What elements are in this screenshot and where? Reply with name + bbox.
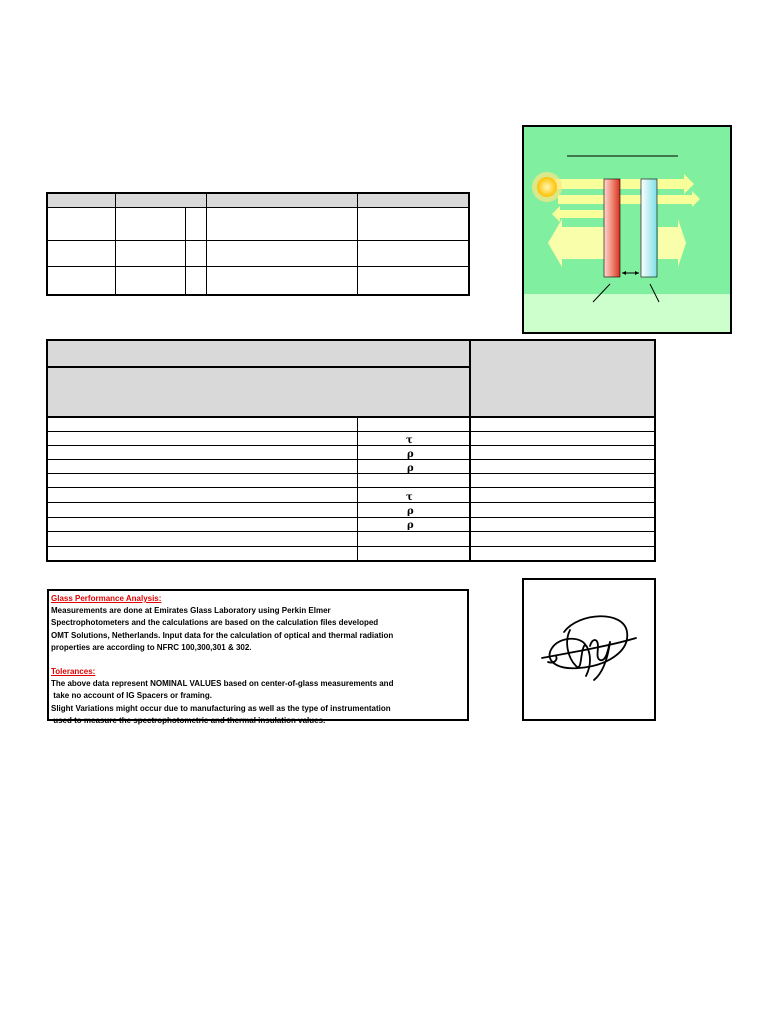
symbol-rho-2: ρ bbox=[407, 463, 414, 474]
symbol-rho-3: ρ bbox=[407, 506, 414, 517]
outer-glass-pane bbox=[604, 179, 620, 277]
symbol-tau-2: τ bbox=[406, 492, 413, 503]
symbol-rho-4: ρ bbox=[407, 520, 414, 531]
analysis-line: Measurements are done at Emirates Glass Laboratory using Perkin Elmer bbox=[51, 606, 331, 616]
diagram-bottom-band bbox=[524, 294, 730, 332]
cavity-dimension-arrow bbox=[622, 271, 639, 275]
handwritten-signature bbox=[524, 580, 654, 719]
sun-icon bbox=[532, 172, 562, 202]
tolerances-heading: Tolerances: bbox=[51, 667, 96, 677]
performance-table-border bbox=[46, 339, 656, 562]
tolerance-line: The above data represent NOMINAL VALUES based on center-of-glass measurements and bbox=[51, 679, 394, 689]
tolerance-line: Slight Variations might occur due to manufacturing as well as the type of instrumentation bbox=[51, 703, 391, 713]
analysis-line: properties are according to NFRC 100,300,301 & 302. bbox=[51, 642, 252, 652]
signature-box bbox=[522, 578, 656, 721]
analysis-line: Spectrophotometers and the calculations are based on the calculation files developed bbox=[51, 618, 379, 628]
analysis-heading: Glass Performance Analysis: bbox=[51, 594, 162, 603]
inner-glass-pane bbox=[641, 179, 657, 277]
symbol-tau-1: τ bbox=[406, 435, 413, 446]
tolerance-line: used to measure the spectrophotometric and thermal insulation values. bbox=[51, 715, 326, 725]
glass-unit-diagram bbox=[522, 125, 732, 334]
analysis-line: OMT Solutions, Netherlands. Input data for the calculation of optical and thermal radiation bbox=[51, 630, 394, 640]
solar-ray-arrows bbox=[546, 174, 700, 267]
notes-box bbox=[47, 589, 469, 725]
tolerance-line: take no account of IG Spacers or framing. bbox=[51, 691, 212, 701]
symbol-rho-1: ρ bbox=[407, 449, 414, 460]
